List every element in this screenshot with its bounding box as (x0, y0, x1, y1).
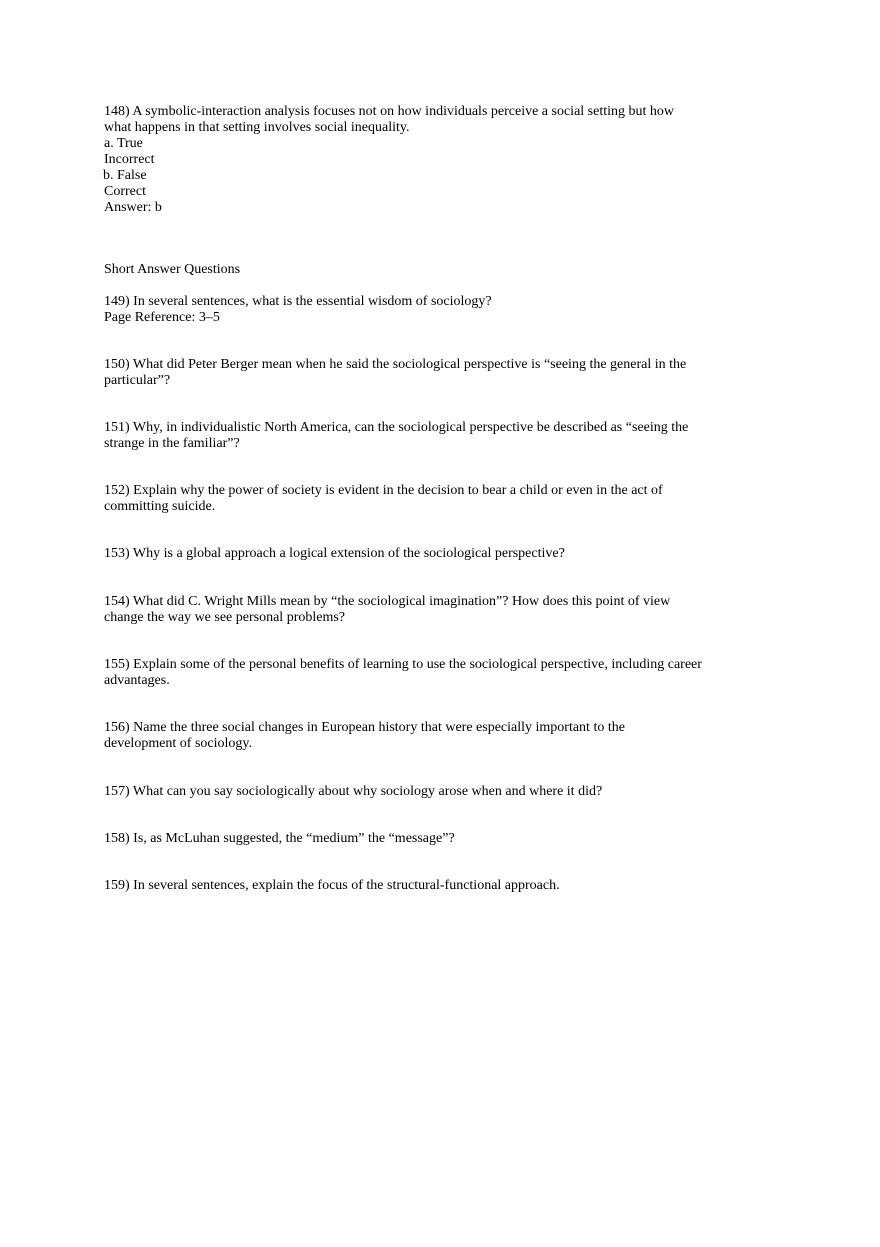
question-line-2: particular”? (104, 373, 171, 388)
question-line-2: change the way we see personal problems? (104, 610, 346, 625)
question-line-1: 149) In several sentences, what is the essential wisdom of sociology? (104, 294, 492, 309)
section-heading-text: Short Answer Questions (104, 262, 241, 277)
question-line-1: 153) Why is a global approach a logical extension of the sociological perspective? (104, 546, 565, 561)
question-line-1: 150) What did Peter Berger mean when he said the sociological perspective is “seeing the general in the (104, 357, 687, 372)
question-line-1: 151) Why, in individualistic North America, can the sociological perspective be described as “seeing the (104, 420, 689, 435)
question-line-2: strange in the familiar”? (104, 436, 240, 451)
question-158 (104, 831, 744, 847)
question-line-2: advantages. (104, 673, 170, 688)
option-a: a. True (104, 136, 143, 151)
question-line-2: development of sociology. (104, 736, 253, 751)
question-154 (104, 594, 744, 626)
page-reference: Page Reference: 3–5 (104, 310, 220, 325)
question-148-line-1: 148) A symbolic-interaction analysis focuses not on how individuals perceive a social setting but how (104, 104, 675, 119)
question-line-1: 155) Explain some of the personal benefits of learning to use the sociological perspective, including career (104, 657, 702, 672)
question-line-1: 157) What can you say sociologically about why sociology arose when and where it did? (104, 784, 603, 799)
question-148-line-2: what happens in that setting involves social inequality. (104, 120, 410, 135)
question-155 (104, 657, 744, 689)
question-156 (104, 720, 744, 752)
question-line-1: 159) In several sentences, explain the focus of the structural-functional approach. (104, 878, 560, 893)
section-heading (104, 262, 744, 278)
question-153 (104, 546, 744, 562)
question-159 (104, 878, 744, 894)
question-149 (104, 294, 744, 326)
question-157 (104, 784, 744, 800)
question-150 (104, 357, 744, 389)
answer-line: Answer: b (104, 200, 162, 215)
option-b: b. False (103, 168, 147, 183)
question-148 (104, 104, 744, 216)
question-152 (104, 483, 744, 515)
question-line-1: 156) Name the three social changes in European history that were especially important to the (104, 720, 625, 735)
option-b-status: Correct (104, 184, 146, 199)
question-line-1: 154) What did C. Wright Mills mean by “the sociological imagination”? How does this point of view (104, 594, 671, 609)
question-line-1: 158) Is, as McLuhan suggested, the “medium” the “message”? (104, 831, 455, 846)
question-line-2: committing suicide. (104, 499, 216, 514)
option-a-status: Incorrect (104, 152, 155, 167)
question-151 (104, 420, 744, 452)
question-line-1: 152) Explain why the power of society is evident in the decision to bear a child or even in the act of (104, 483, 663, 498)
